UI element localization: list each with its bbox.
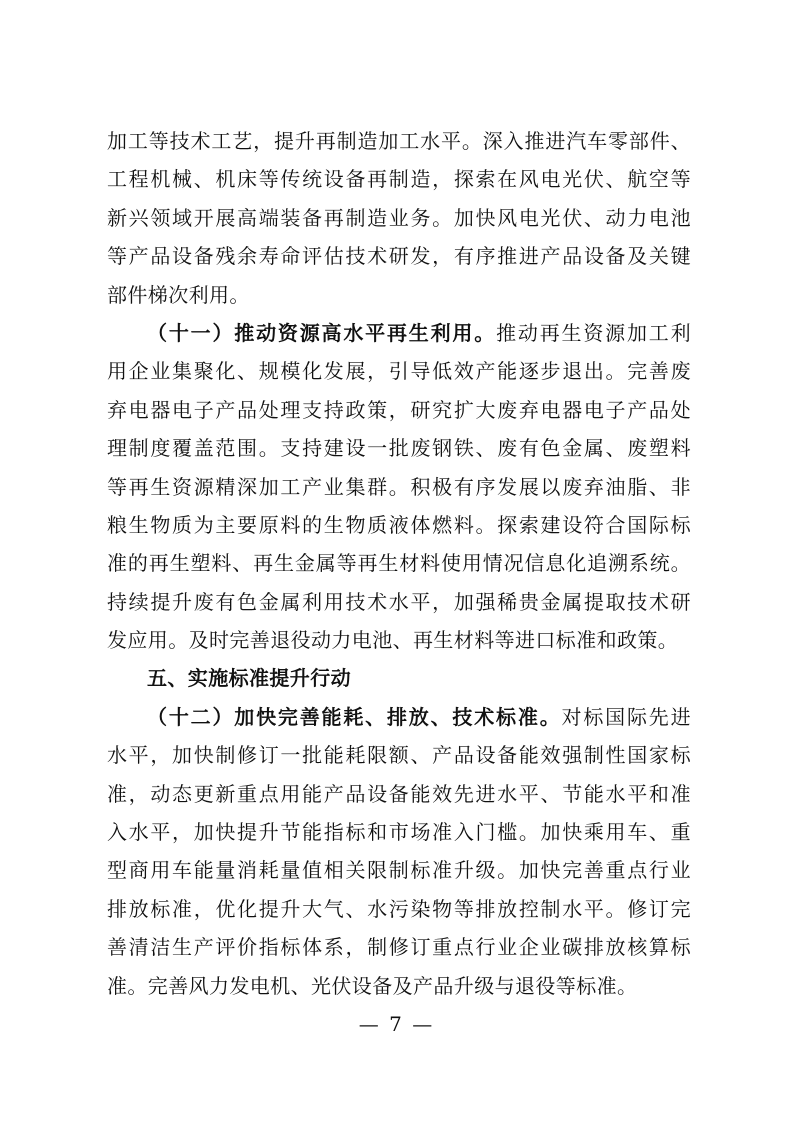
paragraph-resource-recycling xyxy=(107,314,691,660)
text-line: 准，动态更新重点用能产品设备能效先进水平、节能水平和准 xyxy=(107,781,691,806)
text-line: 用企业集聚化、规模化发展，引导低效产能逐步退出。完善废 xyxy=(107,359,691,384)
text-line: 理制度覆盖范围。支持建设一批废钢铁、废有色金属、废塑料 xyxy=(107,436,691,461)
paragraph-standards xyxy=(107,698,691,1005)
paragraph-text: 推动再生资源加工利 xyxy=(496,320,691,345)
text-line: 准的再生塑料、再生金属等再生材料使用情况信息化追溯系统。 xyxy=(107,551,691,576)
text-line: 善清洁生产评价指标体系，制修订重点行业企业碳排放核算标 xyxy=(107,935,691,960)
text-line: 弃电器电子产品处理支持政策，研究扩大废弃电器电子产品处 xyxy=(107,397,691,422)
paragraph-recycling-remanufacturing xyxy=(107,122,691,314)
paragraph-first-line xyxy=(107,314,691,352)
text-line: 新兴领域开展高端装备再制造业务。加快风电光伏、动力电池 xyxy=(107,205,691,230)
text-line: 排放标准，优化提升大气、水污染物等排放控制水平。修订完 xyxy=(107,896,691,921)
text-line: 发应用。及时完善退役动力电池、再生材料等进口标准和政策。 xyxy=(107,628,679,653)
text-line: 粮生物质为主要原料的生物质液体燃料。探索建设符合国际标 xyxy=(107,512,691,537)
paragraph-first-line xyxy=(107,698,691,736)
text-line: 持续提升废有色金属利用技术水平，加强稀贵金属提取技术研 xyxy=(107,589,691,614)
text-line: 水平，加快制修订一批能耗限额、产品设备能效强制性国家标 xyxy=(107,743,691,768)
page-number: — 7 — xyxy=(358,1012,435,1036)
paragraph-title: （十一）推动资源高水平再生利用。 xyxy=(147,320,497,345)
text-line: 等产品设备残余寿命评估技术研发，有序推进产品设备及关键 xyxy=(107,244,691,269)
text-line: 等再生资源精深加工产业集群。积极有序发展以废弃油脂、非 xyxy=(107,474,691,499)
paragraph-title: （十二）加快完善能耗、排放、技术标准。 xyxy=(147,704,562,729)
document-body xyxy=(107,122,691,1005)
text-line: 工程机械、机床等传统设备再制造，探索在风电光伏、航空等 xyxy=(107,167,691,192)
text-line: 入水平，加快提升节能指标和市场准入门槛。加快乘用车、重 xyxy=(107,820,691,845)
text-line: 型商用车能量消耗量值相关限制标准升级。加快完善重点行业 xyxy=(107,858,691,883)
paragraph-text: 对标国际先进 xyxy=(561,704,691,729)
text-line: 部件梯次利用。 xyxy=(107,282,250,307)
section-heading: 五、实施标准提升行动 xyxy=(147,666,351,691)
text-line: 加工等技术工艺，提升再制造加工水平。深入推进汽车零部件、 xyxy=(107,129,691,153)
text-line: 准。完善风力发电机、光伏设备及产品升级与退役等标准。 xyxy=(107,973,638,998)
